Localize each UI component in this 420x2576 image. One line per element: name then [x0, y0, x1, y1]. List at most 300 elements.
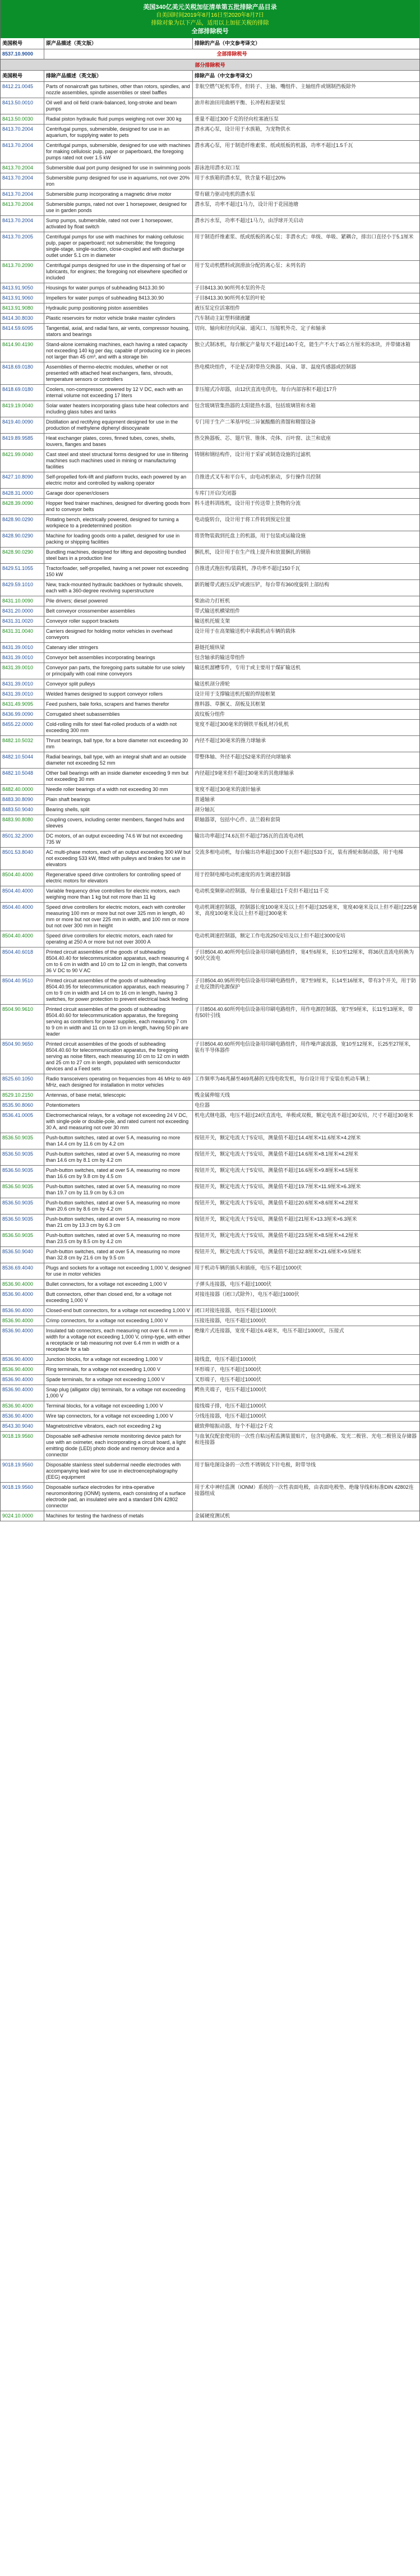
header-desc: 原产品描述（英文版） — [44, 38, 193, 49]
product-description-cn: 自推进式拖拉机/装载机，净功率不超过150千瓦 — [195, 565, 301, 571]
table-row — [1, 216, 419, 232]
table-row — [1, 141, 419, 163]
tariff-code: 8436.99.0090 — [1, 710, 44, 719]
product-description: Assemblies of thermo-electric modules, whether or not presented with attached heat exchangers, fans, shrouds, temperature sensors or controllers — [44, 362, 193, 384]
product-description-cn: 非航空燃气轮机零件，但转子、主轴、嘴组件、主轴组件或钢制挡板除外 — [195, 84, 357, 89]
table-row — [1, 314, 419, 324]
table-row — [1, 1483, 419, 1511]
table-row — [1, 232, 419, 261]
product-description: Radial piston hydraulic fluid pumps weighing not over 300 kg — [44, 114, 193, 124]
table-row — [1, 1411, 419, 1422]
product-description: Heat exchanger plates, cores, finned tubes, cones, shells, louvers, flanges and bases — [44, 434, 193, 449]
table-row — [1, 303, 419, 314]
title-banner — [1, 0, 419, 38]
product-description-cn: 按钮开关，额定电流大于5安培，测量值不超过20.6厘米×8.6厘米×4.2厘米 — [195, 1200, 359, 1206]
product-description-cn: 用于机动车辆的插头和插座，电压不超过1000伏 — [195, 1265, 302, 1271]
product-description-cn: 用于发动机燃料或润滑油分配的离心泵；未列名的 — [195, 263, 306, 268]
product-description-cn: 子目8504.40.40所列电信设备用印刷电路组件，宽4至6厘米，长10至12厘米，将36伏直流电转换为90伏交流电 — [195, 949, 414, 961]
table-row — [1, 785, 419, 795]
product-description: Garage door opener/closers — [44, 489, 193, 498]
product-description: Push-button switches, rated at over 5 A, measuring no more than 14.6 cm by 8.1 cm by 4.2 cm — [44, 1149, 193, 1165]
product-description-cn: 潜水污水泵，功率不超过1马力，由浮球开关启动 — [195, 218, 304, 223]
exclusion-table-body — [1, 82, 419, 1521]
product-description: Printed circuit assemblies of the goods of subheading 8504.40.60 for telecommunication apparatus, the foregoing serving as controllers for power supplies, each measuring 7 cm to 9 cm in width and 11 cm to 13 cm in length, having 50 pin are leader — [44, 1005, 193, 1039]
product-description-cn: 推料器、草捆叉、刮板及其框架 — [195, 701, 266, 707]
tariff-code: 8536.50.9035 — [1, 1182, 44, 1198]
table-row — [1, 1247, 419, 1263]
product-description-cn: 子目8504.40.60所列电信设备用印刷电路组件，用作电源控制器，宽7至9厘米，长11至13厘米，带有50针引线 — [195, 1006, 413, 1018]
product-description-cn: 专门用于生产二苯基甲烷二异氰酸酯的蒸馏和精馏设备 — [195, 419, 316, 425]
table-row — [1, 580, 419, 596]
table-row — [1, 700, 419, 710]
tariff-code: 8501.53.8040 — [1, 848, 44, 870]
product-description-cn: 将货物装载到托盘上的机器，用于包装或运输设施 — [195, 533, 306, 539]
product-description: Oil well and oil field crank-balanced, long-stroke and beam pumps — [44, 98, 193, 114]
tariff-code: 8536.90.4000 — [1, 1401, 44, 1411]
product-description: Pile drivers; diesel powered — [44, 596, 193, 606]
table-row — [1, 293, 419, 303]
product-description: Tractor/loader, self-propelled, having a net power not exceeding 150 kW — [44, 564, 193, 579]
product-description: Cast steel and steel structural forms designed for use in filtering machines such machines used in mining or manufacturing facilities — [44, 450, 193, 472]
product-description-cn: 子目8413.30.90所列水泵的外壳 — [195, 285, 266, 291]
table-row — [1, 903, 419, 931]
product-description-cn: 按钮开关，额定电流大于5安培，测量值不超过14.4厘米×11.6厘米×4.2厘米 — [195, 1135, 361, 1140]
product-description-cn: 潜水离心泵，用于制造纤维素浆、纸或纸板的机器，功率不超过1.5千瓦 — [195, 142, 353, 148]
tariff-code: 8536.50.9035 — [1, 1215, 44, 1230]
tariff-code: 8418.69.0180 — [1, 362, 44, 384]
product-description: Wire tap connectors, for a voltage not exceeding 1,000 V — [44, 1411, 193, 1421]
tariff-code: 8413.70.2004 — [1, 216, 44, 232]
table-row — [1, 98, 419, 114]
product-description: New, track-mounted hydraulic backhoes or hydraulic shovels, each with a 360-degree revolving superstructure — [44, 580, 193, 596]
tariff-code: 8414.59.6095 — [1, 324, 44, 339]
product-description-cn: 用于控制电梯电动机速度的再生调速控制器 — [195, 872, 291, 877]
product-description: Centrifugal pumps designed for use in the dispensing of fuel or lubricants, for engines; the foregoing not elsewhere specified or included — [44, 261, 193, 283]
product-description: Ring terminals, for a voltage not exceeding 1,000 V — [44, 1365, 193, 1374]
tariff-code: 8413.70.2004 — [1, 163, 44, 173]
product-description: Parts of nonaircraft gas turbines, other than rotors, spindles, and nozzle assemblies, spindle assemblies or steel baffles — [44, 82, 193, 98]
tariff-code: 8428.90.0290 — [1, 515, 44, 531]
tariff-code: 8431.39.0010 — [1, 663, 44, 679]
tariff-code: 8429.59.1010 — [1, 580, 44, 596]
tariff-code: 8536.90.4000 — [1, 1280, 44, 1289]
table-row — [1, 283, 419, 293]
table-header-row — [1, 71, 419, 82]
tariff-code: 8536.90.4000 — [1, 1290, 44, 1305]
product-description: Push-button switches, rated at over 5 A, measuring no more than 20.6 cm by 8.6 cm by 4.2 cm — [44, 1198, 193, 1214]
product-description: Terminal blocks, for a voltage not exceeding 1,000 V — [44, 1401, 193, 1411]
table-row — [1, 653, 419, 663]
product-description-cn: 包含轴承的输送带组件 — [195, 655, 246, 660]
product-description: Speed drive controllers for electric motors, each with controller measuring 100 mm or more but not over 325 mm in length, 40 mm or more but not over 225 mm in width, and 100 mm or more but not over 300 mm in height — [44, 903, 193, 931]
table-row — [1, 190, 419, 200]
table-row — [1, 261, 419, 283]
product-description-cn: 热电模块组件，不论是否附带热交换器、风扇、罩、温度传感器或控制器 — [195, 364, 357, 370]
table-row — [1, 385, 419, 401]
product-description: Bullet connectors, for a voltage not exceeding 1,000 V — [44, 1280, 193, 1289]
product-description: Electromechanical relays, for a voltage not exceeding 24 V DC, with single-pole or double-pole, and rated current not exceeding 30 A, and measuring not over 30 mm — [44, 1111, 193, 1133]
product-description-cn: 用于脑电图设备的一次性不锈钢皮下针电极，附带导线 — [195, 1462, 316, 1468]
table-row — [1, 643, 419, 653]
product-description: Disposable stainless steel subdermal needle electrodes with accompanying lead wire for use in electroencephalography (EEG) equipment — [44, 1460, 193, 1482]
product-description-cn: 子弹头连接器，电压不超过1000伏 — [195, 1281, 272, 1287]
product-description: Printed circuit assemblies of the goods of subheading 8504.40.40 for telecommunication apparatus, each measuring 4 cm to 6 cm in width and 10 cm to 12 cm in length, that converts 36 V DC to 90 V AC — [44, 947, 193, 976]
product-description: Corrugated sheet subassemblies — [44, 710, 193, 719]
product-description: Tangential, axial, and radial fans, air vents, compressor housing, stators and bearings — [44, 324, 193, 339]
table-row — [1, 1198, 419, 1215]
product-description: Solar water heaters incorporating glass tube heat collectors and including glass tubes and tanks — [44, 401, 193, 417]
tariff-code: 8431.31.0020 — [1, 617, 44, 626]
table-row — [1, 472, 419, 489]
tariff-code: 8536.50.9035 — [1, 1198, 44, 1214]
tariff-code: 8413.50.0030 — [1, 114, 44, 124]
product-description-cn: 压接连接器，电压不超过1000伏 — [195, 1318, 267, 1323]
tariff-code: 8431.39.0010 — [1, 653, 44, 663]
product-description: Cold-rolling mills for steel flat-rolled products of a width not exceeding 300 mm — [44, 720, 193, 735]
product-description-cn: 工作频率为46兆赫至469兆赫的无线电收发机，每台设计用于安装在机动车辆上 — [195, 1076, 371, 1082]
tariff-code: 8427.10.8090 — [1, 472, 44, 488]
product-description-cn: 汽车制动主缸塑料储液罐 — [195, 315, 251, 321]
product-description-cn: 波纹板分组件 — [195, 711, 225, 717]
product-description-cn: 子目8413.30.90所列水泵的叶轮 — [195, 295, 266, 301]
tariff-code: 8431.39.0010 — [1, 689, 44, 699]
tariff-code: 8431.10.0090 — [1, 596, 44, 606]
tariff-code: 8536.50.9035 — [1, 1231, 44, 1246]
product-description: Closed-end butt connectors, for a voltage not exceeding 1,000 V — [44, 1306, 193, 1315]
table-row — [1, 689, 419, 700]
product-description-cn: 接线盒，电压不超过1000伏 — [195, 1356, 257, 1362]
product-description-cn: 电动机调速控制器，控制器长度100毫米及以上但不超过325毫米，宽度40毫米及以上但不超过225毫米，高度100毫米及以上但不超过300毫米 — [195, 904, 418, 916]
tariff-code: 8413.91.9050 — [1, 283, 44, 293]
tariff-code: 8428.90.0290 — [1, 531, 44, 547]
table-row — [1, 531, 419, 548]
table-row — [1, 710, 419, 720]
table-row — [1, 324, 419, 340]
product-description: Printed circuit assemblies of the goods of subheading 8504.40.95 for telecommunication apparatus, each measuring 7 cm to 9 cm in width and 14 cm to 16 cm in length, having 3 switches, for power protection to prevent electrical back feeding — [44, 976, 193, 1004]
tariff-code: 8536.50.9035 — [1, 1133, 44, 1149]
table-row — [1, 1091, 419, 1101]
table-row — [1, 200, 419, 216]
tariff-code: 8428.90.0290 — [1, 548, 44, 563]
product-description: Conveyor pan parts, the foregoing parts suitable for use solely or principally with coal mine conveyors — [44, 663, 193, 679]
tariff-code: 8419.89.9585 — [1, 434, 44, 449]
table-row — [1, 1326, 419, 1355]
product-description-cn: 新的履带式液压反铲或液压铲，每台带有360度旋转上部结构 — [195, 582, 330, 587]
tariff-code: 8413.50.0010 — [1, 98, 44, 114]
tariff-code: 8483.90.8080 — [1, 815, 44, 831]
top-header-row — [1, 38, 419, 49]
product-description-cn: 联轴器罩，包括中心件、法兰毂和套筒 — [195, 817, 281, 822]
tariff-code: 8543.30.9040 — [1, 1422, 44, 1431]
product-description: Plugs and sockets for a voltage not exceeding 1,000 V, designed for use in motor vehicles — [44, 1263, 193, 1279]
product-description-cn: 交流多相电动机，每台输出功率超过300千瓦但不超过533千瓦，装有滑轮和制动器，用于电梯 — [195, 849, 404, 855]
product-description: Needle roller bearings of a width not exceeding 30 mm — [44, 785, 193, 794]
product-description: Disposable self-adhesive remote monitoring device patch for use with an oximeter, each incorporating a circuit board, a light emitting diode (LED) photo diode and memory device and a connector — [44, 1432, 193, 1460]
product-description-cn: 自推进式叉车和平台车，由电动机驱动，步行操作员控制 — [195, 474, 321, 480]
product-description-cn: 潜水泵，功率不超过1马力，设计用于花园池塘 — [195, 201, 299, 207]
table-row — [1, 515, 419, 531]
table-row — [1, 1263, 419, 1280]
product-description: Insulated tab connectors, each measuring not over 6.4 mm in width for a voltage not exceeding 1,000 V, crimp-type, with either a receptacle or tab measuring not over 6.4 mm in width or a receptacle for a tab — [44, 1326, 193, 1354]
product-description-cn: 对接连接器（闭口式除外），电压不超过1000伏 — [195, 1291, 299, 1297]
product-description-cn: 环形端子，电压不超过1000伏 — [195, 1367, 262, 1372]
product-description-cn: 热交换器板、芯、翅片管、锥体、壳体、百叶窗、法兰和底座 — [195, 435, 331, 441]
product-description: Bundling machines, designed for lifting and depositing bundled steel bars in a production line — [44, 548, 193, 563]
product-description: Thrust bearings, ball type, for a bore diameter not exceeding 30 mm — [44, 736, 193, 752]
product-description-cn: 分线连接器，电压不超过1000伏 — [195, 1413, 267, 1419]
table-row — [1, 831, 419, 848]
product-description: Submersible pumps, rated not over 1 horsepower, designed for use in garden ponds — [44, 200, 193, 215]
product-description: Belt conveyor crossmember assemblies — [44, 606, 193, 616]
product-description: Housings for water pumps of subheading 8413.30.90 — [44, 283, 193, 293]
table-row — [1, 1133, 419, 1149]
table-row — [1, 417, 419, 434]
tariff-code: 8504.40.4000 — [1, 886, 44, 902]
product-description: Submersible dual port pump designed for use in swimming pools — [44, 163, 193, 173]
full-exclusion-row — [1, 49, 419, 59]
scope-note: 排除对象为以下产品，适用以上加征关税的排除 — [151, 20, 269, 26]
table-row — [1, 125, 419, 141]
product-description: Crimp connectors, for a voltage not exceeding 1,000 V — [44, 1316, 193, 1326]
tariff-code: 8482.40.0000 — [1, 785, 44, 794]
product-description: Other ball bearings with an inside diameter exceeding 9 mm but not exceeding 30 mm — [44, 769, 193, 784]
table-row — [1, 1149, 419, 1166]
product-description-cn: 按钮开关，额定电流大于5安培，测量值不超过14.6厘米×8.1厘米×4.2厘米 — [195, 1151, 359, 1157]
table-row — [1, 1182, 419, 1198]
tariff-code: 9018.19.9560 — [1, 1432, 44, 1460]
product-description: Speed drive controllers for electric motors, each rated for operating at 250 A or more but not over 3000 A — [44, 931, 193, 947]
product-description: Butt connectors, other than closed end, for a voltage not exceeding 1,000 V — [44, 1290, 193, 1305]
product-description: Push-button switches, rated at over 5 A, measuring no more than 16.6 cm by 9.8 cm by 4.5 cm — [44, 1166, 193, 1181]
tariff-code: 8482.10.5048 — [1, 769, 44, 784]
tariff-code: 8413.70.2004 — [1, 125, 44, 140]
product-description-cn: 输送机托辊支架 — [195, 618, 230, 624]
product-description: Stand-alone icemaking machines, each having a rated capacity not exceeding 140 kg per day, capable of producing ice in pieces not larger than 45 cm³, and with a storage bin — [44, 340, 193, 362]
product-description: Regenerative speed drive controllers for controlling speed of electric motors for elevators — [44, 870, 193, 886]
product-description-cn: 重量不超过300千克的径向柱塞液压泵 — [195, 116, 279, 122]
product-description: Plain shaft bearings — [44, 795, 193, 804]
product-description: Radio transceivers operating on frequencies from 46 MHz to 469 MHz, each designed for installation in motor vehicles — [44, 1074, 193, 1090]
product-description: Push-button switches, rated at over 5 A, measuring no more than 32.8 cm by 21.6 cm by 9.5 cm — [44, 1247, 193, 1263]
table-row — [1, 401, 419, 417]
product-description-cn: 机电式继电器，电压不超过24伏直流电，单极或双极，额定电流不超过30安培，尺寸不超过30毫米 — [195, 1112, 414, 1118]
table-row — [1, 1039, 419, 1074]
table-row — [1, 848, 419, 870]
product-description-cn: 鳄鱼夹端子，电压不超过1000伏 — [195, 1387, 267, 1392]
product-description-cn: 用于水族箱的潜水泵，铁含量不超过20% — [195, 175, 286, 181]
table-row — [1, 362, 419, 385]
product-description-cn: 料斗进料训练机，设计用于传送带上货物的分流 — [195, 500, 301, 506]
product-description: Conveyor roller support brackets — [44, 617, 193, 626]
table-row — [1, 1215, 419, 1231]
table-row — [1, 736, 419, 752]
product-description: Distillation and rectifying equipment designed for use in the production of methylene diphenyl diisocyanate — [44, 417, 193, 433]
table-row — [1, 1101, 419, 1111]
product-description: Centrifugal pumps, submersible, designed for use with machines for making cellulosic pulp, paper or paperboard, the foregoing pumps rated not over 1.5 kW — [44, 141, 193, 163]
table-row — [1, 720, 419, 736]
product-description-cn: 内径不超过30毫米的推力球轴承 — [195, 738, 266, 743]
tariff-code: 8536.90.4000 — [1, 1316, 44, 1326]
product-description-cn: 按钮开关，额定电流大于5安培，测量值不超过32.8厘米×21.6厘米×9.5厘米 — [195, 1249, 362, 1254]
tariff-code: 9024.10.0000 — [1, 1511, 44, 1521]
product-description-cn: 按钮开关，额定电流大于5安培，测量值不超过19.7厘米×11.9厘米×6.3厘米 — [195, 1184, 361, 1189]
table-row — [1, 1306, 419, 1316]
product-description-cn: 带整体轴、外径不超过52毫米的径向球轴承 — [195, 754, 292, 760]
product-description: Disposable surface electrodes for intra-operative neuromonitoring (IONM) systems, each consisting of a surface electrode pad, an insulated wire and a standard DIN 42802 connector — [44, 1483, 193, 1511]
tariff-code: 8414.30.8030 — [1, 314, 44, 323]
header-desc: 排除产品描述（英文版） — [44, 71, 193, 81]
product-description: Variable frequency drive controllers for electric motors, each weighing more than 1 kg but not more than 11 kg — [44, 886, 193, 902]
product-description-cn: 油井和油田用曲柄平衡、长冲程和游梁泵 — [195, 100, 286, 105]
table-row — [1, 627, 419, 643]
product-description-cn: 用于制造纤维素浆、纸或纸板的离心泵；非潜水式；单级、单吸、紧耦合，排出口直径小于5.1厘米 — [195, 234, 414, 240]
tariff-code: 8431.49.9095 — [1, 700, 44, 709]
table-row — [1, 173, 419, 190]
tariff-code: 8421.99.0040 — [1, 450, 44, 472]
product-description-cn: 绝缘片式连接器，宽度不超过6.4毫米，电压不超过1000伏，压接式 — [195, 1328, 344, 1333]
tariff-code: 8419.19.0040 — [1, 401, 44, 417]
product-description-cn: 剖分轴瓦 — [195, 807, 215, 812]
header-cn: 排除产品（中文参考译文） — [195, 73, 256, 79]
table-row — [1, 1355, 419, 1365]
table-row — [1, 1316, 419, 1326]
tariff-code: 8536.50.9040 — [1, 1247, 44, 1263]
product-description-cn: 输出功率超过74.6瓦但不超过735瓦的直流电动机 — [195, 833, 304, 839]
tariff-code: 8536.90.4000 — [1, 1375, 44, 1384]
product-description: Push-button switches, rated at over 5 A, measuring no more than 19.7 cm by 11.9 cm by 6.3 cm — [44, 1182, 193, 1198]
table-row — [1, 1005, 419, 1039]
table-row — [1, 1166, 419, 1182]
tariff-code: 8413.70.2004 — [1, 141, 44, 163]
tariff-code: 8501.32.2000 — [1, 831, 44, 847]
product-description: Push-button switches, rated at over 5 A, measuring no more than 21 cm by 13.3 cm by 6.3 cm — [44, 1215, 193, 1230]
tariff-code: 8504.40.9510 — [1, 976, 44, 1004]
product-description: Spade terminals, for a voltage not exceeding 1,000 V — [44, 1375, 193, 1384]
tariff-code: 8536.90.4000 — [1, 1355, 44, 1364]
table-row — [1, 752, 419, 769]
tariff-code: 8536.41.0005 — [1, 1111, 44, 1133]
table-row — [1, 617, 419, 627]
table-row — [1, 1365, 419, 1375]
table-row — [1, 679, 419, 689]
tariff-code: 8482.10.5044 — [1, 752, 44, 768]
tariff-code: 8525.60.1050 — [1, 1074, 44, 1090]
product-description: Antennas, of base metal, telescopic — [44, 1091, 193, 1100]
product-description-cn: 与血氧仪配套使用的一次性自粘远程监测装置贴片，包含电路板、发光二极管、光电二极管及存储器和连接器 — [195, 1433, 417, 1445]
product-description-cn: 电动机调速控制器，额定工作电流250安培及以上但不超过3000安培 — [195, 933, 346, 939]
product-description: Radial bearings, ball type, with an integral shaft and an outside diameter not exceeding 52 mm — [44, 752, 193, 768]
tariff-code: 8537.10.9000 — [1, 49, 44, 59]
table-row — [1, 163, 419, 173]
product-description: Submersible pump incorporating a magnetic drive motor — [44, 190, 193, 199]
product-description: Machine for loading goods onto a pallet, designed for use in packing or shipping facilities — [44, 531, 193, 547]
tariff-code: 8412.21.0045 — [1, 82, 44, 98]
date-range-note: 自美国时间2019年8月16日至2020年8月7日 — [156, 12, 264, 19]
all-excluded-heading: 全部排除税号 — [191, 28, 229, 35]
tariff-code: 9018.19.9560 — [1, 1460, 44, 1482]
product-description: Centrifugal pumps, submersible, designed for use in an aquarium, for supplying water to pets — [44, 125, 193, 140]
tariff-code: 8429.51.1055 — [1, 564, 44, 579]
product-description: Hopper feed trainer machines, designed for diverting goods from and to conveyor belts — [44, 499, 193, 514]
product-description: Self-propelled fork-lift and platform trucks, each powered by an electric motor and controlled by walking operator — [44, 472, 193, 488]
product-description: Coupling covers, including center members, flanged hubs and sleeves — [44, 815, 193, 831]
tariff-code: 8536.50.9035 — [1, 1149, 44, 1165]
product-description-cn: 闭口对接连接器，电压不超过1000伏 — [195, 1308, 277, 1313]
product-description: Submersible pump designed for use in aquariums, not over 20% iron — [44, 173, 193, 189]
product-description-cn: 铸钢和钢结构件，设计用于采矿或制造设施的过滤机 — [195, 452, 311, 457]
table-row — [1, 1290, 419, 1306]
table-row — [1, 870, 419, 886]
tariff-code: 8418.69.0180 — [1, 385, 44, 401]
tariff-code: 8536.90.4000 — [1, 1411, 44, 1421]
table-row — [1, 1432, 419, 1460]
product-description-cn: 子目8504.40.60所列电信设备用印刷电路组件，用作噪声滤波器，宽10至12厘米，长25至27厘米，装有半导体器件 — [195, 1041, 414, 1053]
product-description-cn: 带式输送机横梁组件 — [195, 608, 241, 614]
product-description-cn: 宽度不超过300毫米的钢铁平板轧材冷轧机 — [195, 721, 289, 727]
tariff-code: 8536.90.4000 — [1, 1365, 44, 1374]
table-row — [1, 1422, 419, 1432]
table-row — [1, 1460, 419, 1483]
table-row — [1, 564, 419, 580]
product-description-cn: 游泳池用潜水双口泵 — [195, 165, 241, 171]
tariff-code: 8413.91.9060 — [1, 293, 44, 303]
product-description: Potentiometers — [44, 1101, 193, 1110]
table-row — [1, 1401, 419, 1411]
product-description-cn: 非压缩式冷却器，由12伏直流电供电，每台内部容积不超过17升 — [195, 387, 338, 392]
table-row — [1, 947, 419, 976]
product-description: Junction blocks, for a voltage not exceeding 1,000 V — [44, 1355, 193, 1364]
product-description: Impellers for water pumps of subheading 8413.30.90 — [44, 293, 193, 303]
product-description-cn: 子目8504.40.95所列电信设备用印刷电路组件，宽7至9厘米，长14至16厘米，带有3个开关，用于防止电反馈的电源保护 — [195, 978, 417, 990]
product-description: Hydraulic pump positioning piston assemblies — [44, 303, 193, 313]
tariff-code: 8413.91.9080 — [1, 303, 44, 313]
product-description-cn: 车库门开启/关闭器 — [195, 490, 237, 496]
product-description-cn: 设计用于在高架输送机中承载机动车辆的载体 — [195, 628, 296, 634]
product-description-cn: 潜水离心泵，设计用于水族箱，为宠物供水 — [195, 126, 291, 132]
product-description-cn: 宽度不超过30毫米的滚针轴承 — [195, 786, 261, 792]
tariff-code: 9018.19.9560 — [1, 1483, 44, 1511]
product-description: Catenary idler stringers — [44, 643, 193, 652]
product-description-cn: 按钮开关，额定电流大于5安培，测量值不超过16.6厘米×9.8厘米×4.5厘米 — [195, 1167, 359, 1173]
tariff-code: 8536.90.4000 — [1, 1306, 44, 1315]
product-description-cn: 悬链托辊纵梁 — [195, 645, 225, 650]
table-row — [1, 82, 419, 98]
tariff-code: 8431.39.0010 — [1, 679, 44, 689]
tariff-code: 8431.39.0010 — [1, 643, 44, 652]
tariff-code: 8535.90.8060 — [1, 1101, 44, 1110]
product-description: Printed circuit assemblies of the goods of subheading 8504.40.60 for telecommunication apparatus, the foregoing serving as noise filters, each measuring 10 cm to 12 cm in width and 25 cm to 27 cm in length, populated with semiconductor devices and a Feed sets — [44, 1039, 193, 1074]
header-code: 美国税号 — [1, 71, 44, 81]
product-description-cn: 电动机变频驱动控制器，每台重量超过1千克但不超过11千克 — [195, 888, 329, 894]
product-description-cn: 金属硬度测试机 — [195, 1513, 230, 1519]
tariff-code: 8413.70.2004 — [1, 200, 44, 215]
tariff-code: 8504.90.9610 — [1, 1005, 44, 1039]
table-row — [1, 1385, 419, 1401]
product-description-cn: 接线端子排，电压不超过1000伏 — [195, 1403, 267, 1409]
tariff-code: 8413.70.2004 — [1, 173, 44, 189]
tariff-code: 8504.40.4000 — [1, 870, 44, 886]
product-description-cn: 液压泵定位活塞组件 — [195, 305, 241, 311]
product-description: Centrifugal pumps for use with machines for making cellulosic pulp, paper or paperboard; not submersible; the foregoing single-stage, single-suction, close-coupled and with discharge outlet under 5.1 cm in diameter — [44, 232, 193, 260]
table-row — [1, 931, 419, 947]
tariff-code: 8431.20.0000 — [1, 606, 44, 616]
product-description: AC multi-phase motors, each of an output exceeding 300 kW but not exceeding 533 kW, fitted with pulleys and brakes for use in elevators — [44, 848, 193, 870]
table-row — [1, 886, 419, 903]
product-description-cn: 独立式制冰机，每台额定产量每天不超过140千克，能生产不大于45立方厘米的冰块，并带储冰箱 — [195, 342, 411, 347]
product-description: Snap plug (alligator clip) terminals, for a voltage not exceeding 1,000 V — [44, 1385, 193, 1401]
tariff-code: 8428.31.0000 — [1, 489, 44, 498]
table-row — [1, 795, 419, 805]
